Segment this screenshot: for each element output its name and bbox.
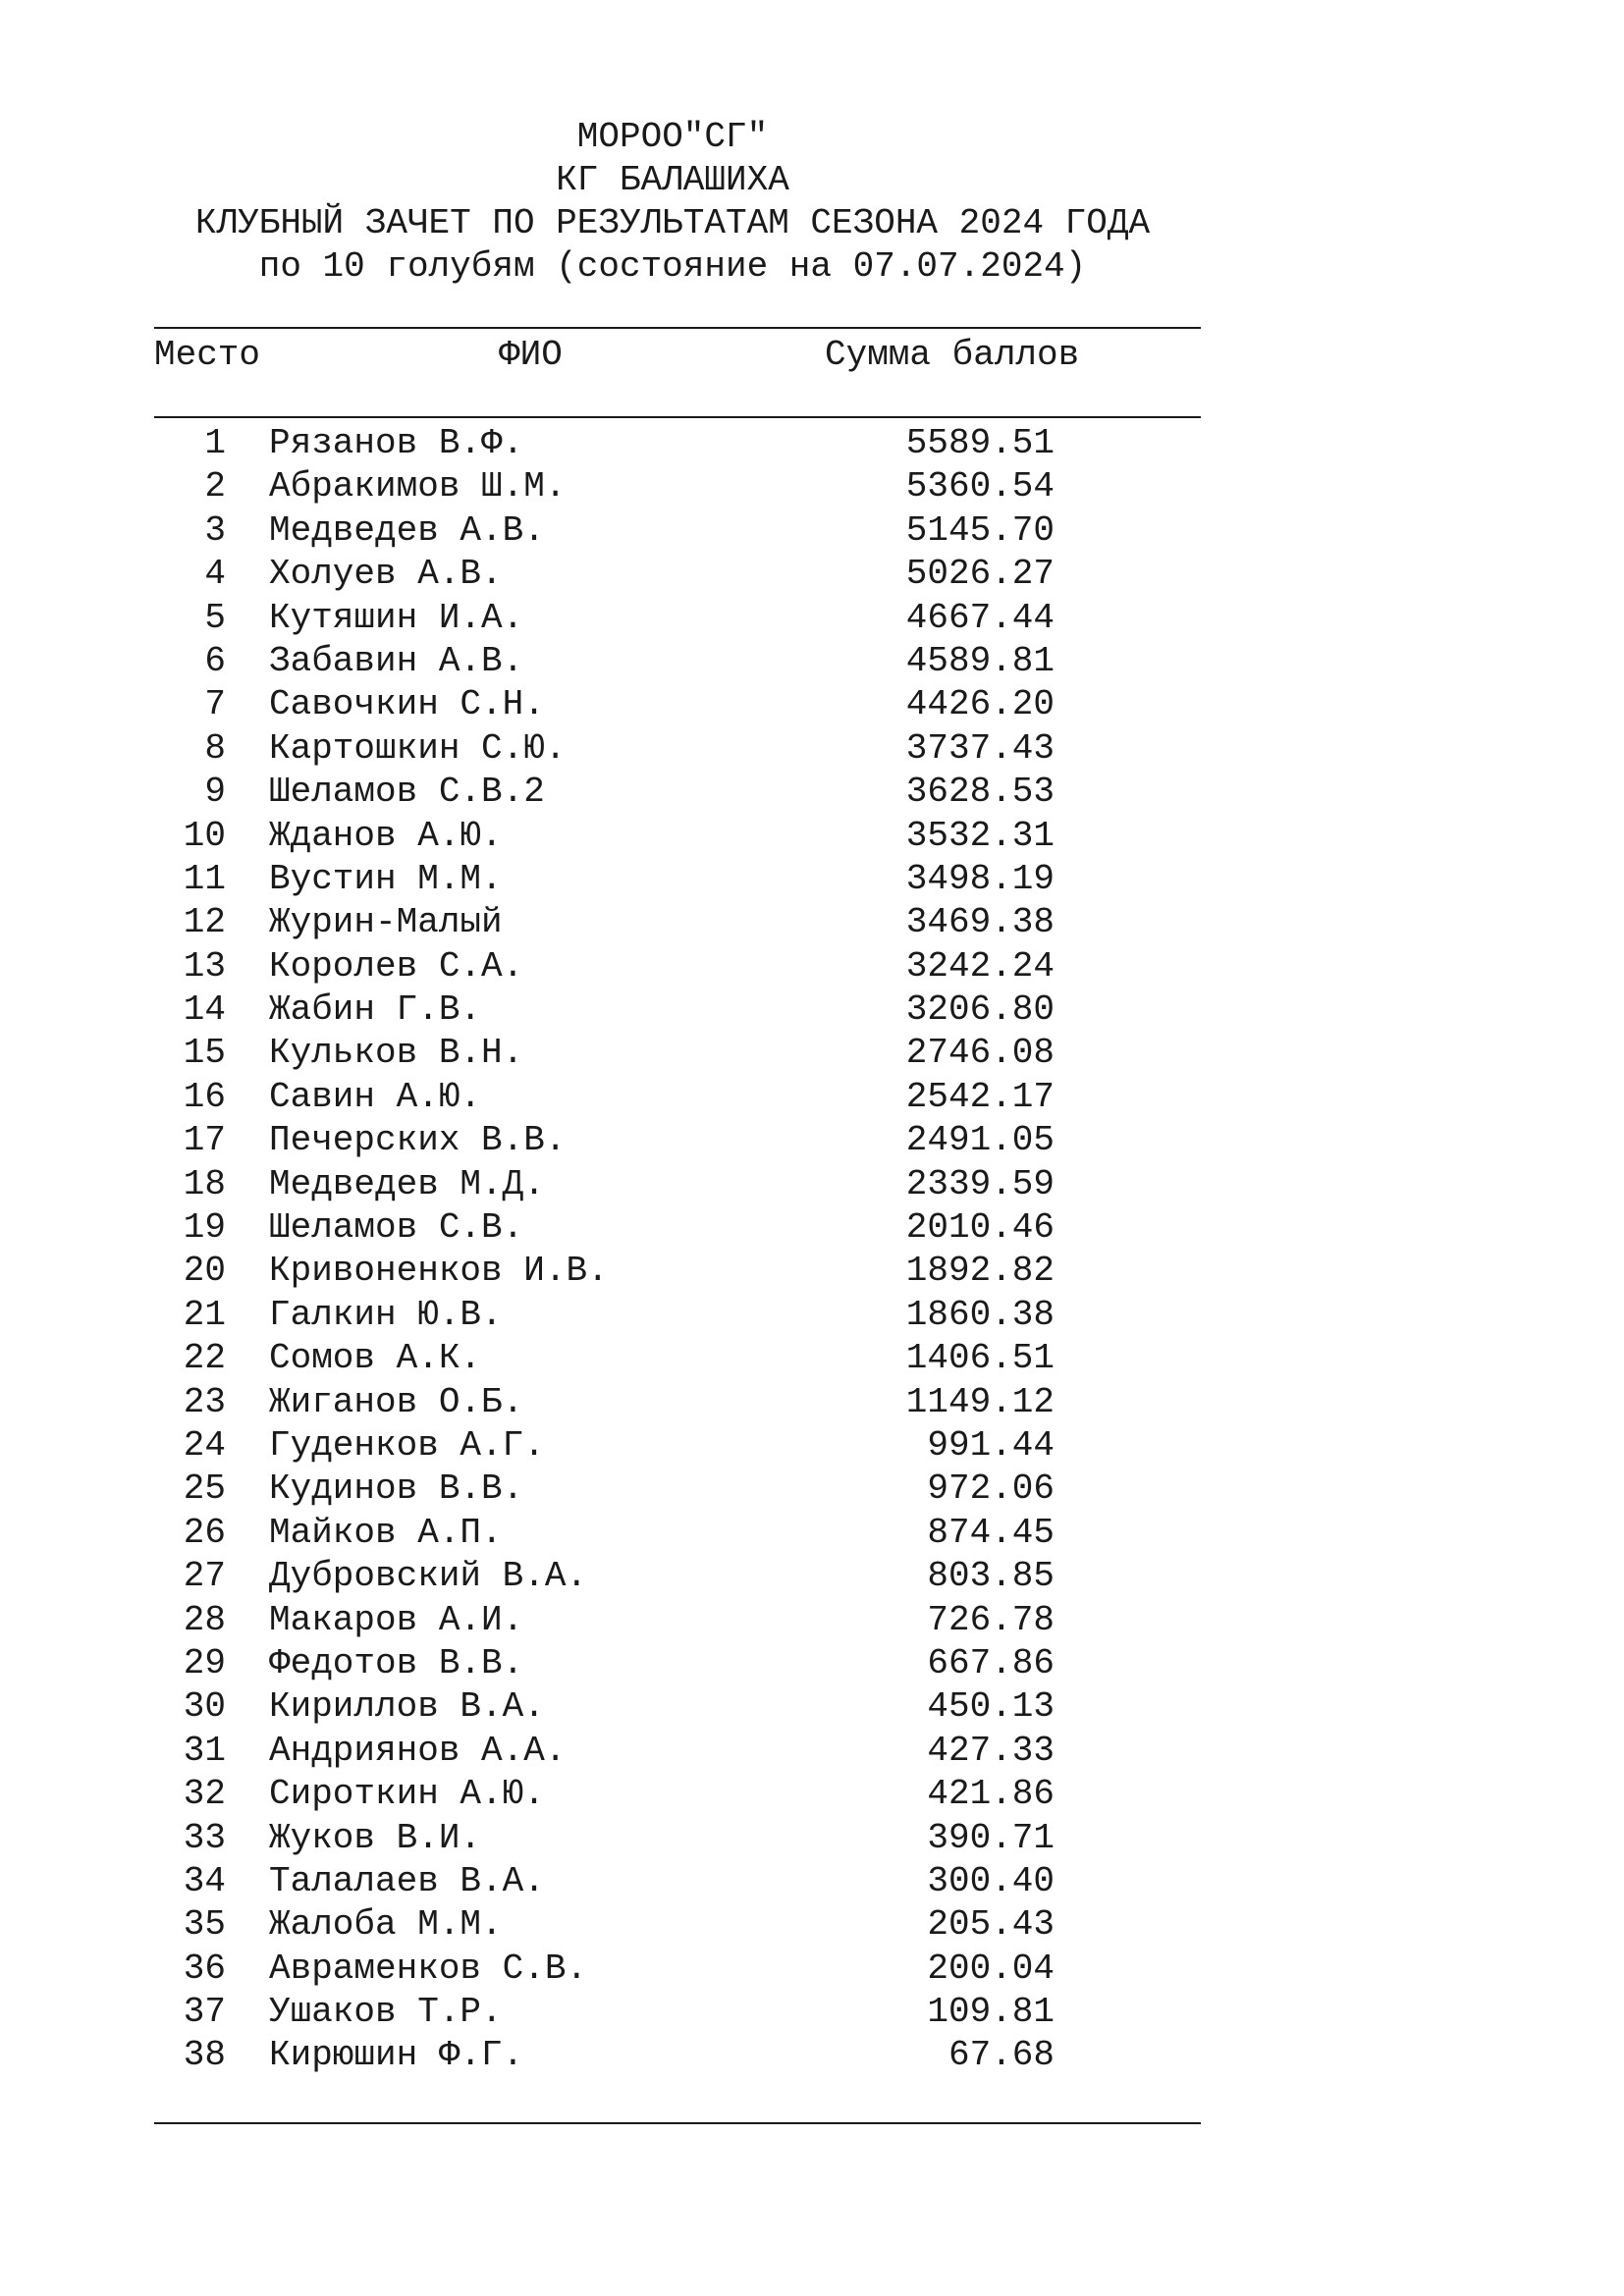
- report-title: КЛУБНЫЙ ЗАЧЕТ ПО РЕЗУЛЬТАТАМ СЕЗОНА 2024 ГОДА: [194, 203, 1151, 243]
- table-row: [0, 422, 1624, 465]
- place-cell: 5: [204, 597, 226, 638]
- score-cell: 3206.80: [905, 989, 1055, 1031]
- table-row: [0, 1730, 1624, 1773]
- score-cell: 421.86: [927, 1774, 1055, 1815]
- score-cell: 3532.31: [905, 815, 1055, 856]
- score-cell: 200.04: [927, 1948, 1055, 1989]
- place-cell: 21: [183, 1294, 226, 1335]
- place-cell: 10: [183, 815, 226, 856]
- name-cell: Медведев А.В.: [269, 509, 545, 551]
- place-cell: 35: [183, 1904, 226, 1946]
- table-row: [0, 727, 1624, 771]
- column-header-score: Сумма баллов: [825, 335, 1080, 375]
- table-row: [0, 1948, 1624, 1991]
- name-cell: Журин-Малый: [269, 902, 503, 943]
- name-cell: Сироткин А.Ю.: [269, 1774, 545, 1815]
- organization-title: МОРОО"СГ": [576, 117, 769, 157]
- name-cell: Майков А.П.: [269, 1512, 503, 1553]
- score-cell: 2491.05: [905, 1120, 1055, 1161]
- club-title: КГ БАЛАШИХА: [556, 160, 789, 200]
- name-cell: Жуков В.И.: [269, 1817, 482, 1858]
- name-cell: Ушаков Т.Р.: [269, 1992, 503, 2033]
- table-row: [0, 1250, 1624, 1293]
- results-table: [0, 422, 1624, 2078]
- column-header-name: ФИО: [499, 335, 563, 375]
- name-cell: Макаров А.И.: [269, 1599, 524, 1640]
- place-cell: 17: [183, 1120, 226, 1161]
- score-cell: 874.45: [927, 1512, 1055, 1553]
- score-cell: 4426.20: [905, 684, 1055, 725]
- score-cell: 5360.54: [905, 466, 1055, 507]
- score-cell: 109.81: [927, 1992, 1055, 2033]
- name-cell: Медведев М.Д.: [269, 1163, 545, 1204]
- score-cell: 1860.38: [905, 1294, 1055, 1335]
- table-row: [0, 2034, 1624, 2077]
- name-cell: Гуденков А.Г.: [269, 1424, 545, 1466]
- score-cell: 2746.08: [905, 1033, 1055, 1074]
- place-cell: 6: [204, 640, 226, 681]
- table-row: [0, 1337, 1624, 1380]
- score-cell: 300.40: [927, 1860, 1055, 1901]
- place-cell: 11: [183, 858, 226, 899]
- place-cell: 2: [204, 466, 226, 507]
- name-cell: Талалаев В.А.: [269, 1860, 545, 1901]
- name-cell: Жабин Г.В.: [269, 989, 482, 1031]
- name-cell: Кирюшин Ф.Г.: [269, 2035, 524, 2076]
- name-cell: Савочкин С.Н.: [269, 684, 545, 725]
- table-row: [0, 1119, 1624, 1162]
- place-cell: 27: [183, 1556, 226, 1597]
- column-header-place: Место: [154, 335, 261, 375]
- score-cell: 427.33: [927, 1730, 1055, 1771]
- score-cell: 726.78: [927, 1599, 1055, 1640]
- score-cell: 803.85: [927, 1556, 1055, 1597]
- score-cell: 667.86: [927, 1642, 1055, 1683]
- place-cell: 9: [204, 772, 226, 813]
- score-cell: 972.06: [927, 1468, 1055, 1510]
- table-row: [0, 815, 1624, 858]
- score-cell: 390.71: [927, 1817, 1055, 1858]
- place-cell: 23: [183, 1381, 226, 1422]
- name-cell: Кульков В.Н.: [269, 1033, 524, 1074]
- table-row: [0, 640, 1624, 683]
- score-cell: 67.68: [947, 2035, 1055, 2076]
- place-cell: 38: [183, 2035, 226, 2076]
- score-cell: 991.44: [927, 1424, 1055, 1466]
- table-row: [0, 553, 1624, 596]
- score-cell: 1149.12: [905, 1381, 1055, 1422]
- table-row: [0, 1424, 1624, 1468]
- place-cell: 26: [183, 1512, 226, 1553]
- place-cell: 18: [183, 1163, 226, 1204]
- place-cell: 12: [183, 902, 226, 943]
- score-cell: 2010.46: [905, 1207, 1055, 1249]
- score-cell: 3469.38: [905, 902, 1055, 943]
- place-cell: 20: [183, 1251, 226, 1292]
- place-cell: 16: [183, 1076, 226, 1117]
- table-row: [0, 1860, 1624, 1903]
- table-row: [0, 1991, 1624, 2034]
- place-cell: 29: [183, 1642, 226, 1683]
- place-cell: 14: [183, 989, 226, 1031]
- place-cell: 22: [183, 1338, 226, 1379]
- name-cell: Вустин М.М.: [269, 858, 503, 899]
- table-row: [0, 465, 1624, 508]
- score-cell: 3242.24: [905, 945, 1055, 987]
- table-row: [0, 597, 1624, 640]
- name-cell: Шеламов С.В.2: [269, 772, 545, 813]
- table-row: [0, 1817, 1624, 1860]
- name-cell: Картошкин С.Ю.: [269, 727, 567, 769]
- place-cell: 33: [183, 1817, 226, 1858]
- score-cell: 3628.53: [905, 772, 1055, 813]
- name-cell: Федотов В.В.: [269, 1642, 524, 1683]
- score-cell: 4667.44: [905, 597, 1055, 638]
- place-cell: 19: [183, 1207, 226, 1249]
- table-row: [0, 1032, 1624, 1075]
- table-row: [0, 1773, 1624, 1816]
- name-cell: Кудинов В.В.: [269, 1468, 524, 1510]
- name-cell: Савин А.Ю.: [269, 1076, 482, 1117]
- table-row: [0, 858, 1624, 901]
- score-cell: 4589.81: [905, 640, 1055, 681]
- name-cell: Галкин Ю.В.: [269, 1294, 503, 1335]
- name-cell: Кутяшин И.А.: [269, 597, 524, 638]
- score-cell: 1406.51: [905, 1338, 1055, 1379]
- place-cell: 8: [204, 727, 226, 769]
- place-cell: 4: [204, 554, 226, 595]
- name-cell: Печерских В.В.: [269, 1120, 567, 1161]
- name-cell: Жиганов О.Б.: [269, 1381, 524, 1422]
- name-cell: Дубровский В.А.: [269, 1556, 588, 1597]
- name-cell: Сомов А.К.: [269, 1338, 482, 1379]
- score-cell: 5026.27: [905, 554, 1055, 595]
- separator-bottom: [154, 2122, 1201, 2124]
- score-cell: 1892.82: [905, 1251, 1055, 1292]
- table-row: [0, 1512, 1624, 1555]
- table-row: [0, 683, 1624, 726]
- name-cell: Забавин А.В.: [269, 640, 524, 681]
- table-row: [0, 901, 1624, 944]
- table-row: [0, 1381, 1624, 1424]
- place-cell: 36: [183, 1948, 226, 1989]
- report-subtitle: по 10 голубям (состояние на 07.07.2024): [258, 246, 1087, 287]
- place-cell: 13: [183, 945, 226, 987]
- place-cell: 3: [204, 509, 226, 551]
- table-row: [0, 509, 1624, 553]
- place-cell: 31: [183, 1730, 226, 1771]
- score-cell: 2339.59: [905, 1163, 1055, 1204]
- name-cell: Кириллов В.А.: [269, 1686, 545, 1728]
- separator-header: [154, 416, 1201, 418]
- table-row: [0, 1468, 1624, 1511]
- place-cell: 24: [183, 1424, 226, 1466]
- place-cell: 25: [183, 1468, 226, 1510]
- name-cell: Королев С.А.: [269, 945, 524, 987]
- table-row: [0, 1206, 1624, 1250]
- table-row: [0, 1076, 1624, 1119]
- score-cell: 3498.19: [905, 858, 1055, 899]
- place-cell: 30: [183, 1686, 226, 1728]
- separator-top: [154, 327, 1201, 329]
- table-row: [0, 1685, 1624, 1729]
- table-row: [0, 1163, 1624, 1206]
- table-row: [0, 988, 1624, 1032]
- name-cell: Жданов А.Ю.: [269, 815, 503, 856]
- table-row: [0, 1903, 1624, 1947]
- place-cell: 7: [204, 684, 226, 725]
- name-cell: Холуев А.В.: [269, 554, 503, 595]
- place-cell: 15: [183, 1033, 226, 1074]
- name-cell: Жалоба М.М.: [269, 1904, 503, 1946]
- place-cell: 37: [183, 1992, 226, 2033]
- name-cell: Абракимов Ш.М.: [269, 466, 567, 507]
- table-row: [0, 1555, 1624, 1598]
- table-row: [0, 1642, 1624, 1685]
- name-cell: Шеламов С.В.: [269, 1207, 524, 1249]
- table-row: [0, 771, 1624, 814]
- score-cell: 450.13: [927, 1686, 1055, 1728]
- table-row: [0, 945, 1624, 988]
- table-row: [0, 1599, 1624, 1642]
- place-cell: 34: [183, 1860, 226, 1901]
- name-cell: Андриянов А.А.: [269, 1730, 567, 1771]
- name-cell: Авраменков С.В.: [269, 1948, 588, 1989]
- score-cell: 5589.51: [905, 423, 1055, 463]
- score-cell: 5145.70: [905, 509, 1055, 551]
- table-row: [0, 1294, 1624, 1337]
- name-cell: Кривоненков И.В.: [269, 1251, 609, 1292]
- place-cell: 1: [204, 423, 226, 463]
- score-cell: 3737.43: [905, 727, 1055, 769]
- score-cell: 2542.17: [905, 1076, 1055, 1117]
- place-cell: 32: [183, 1774, 226, 1815]
- score-cell: 205.43: [927, 1904, 1055, 1946]
- place-cell: 28: [183, 1599, 226, 1640]
- name-cell: Рязанов В.Ф.: [269, 423, 524, 463]
